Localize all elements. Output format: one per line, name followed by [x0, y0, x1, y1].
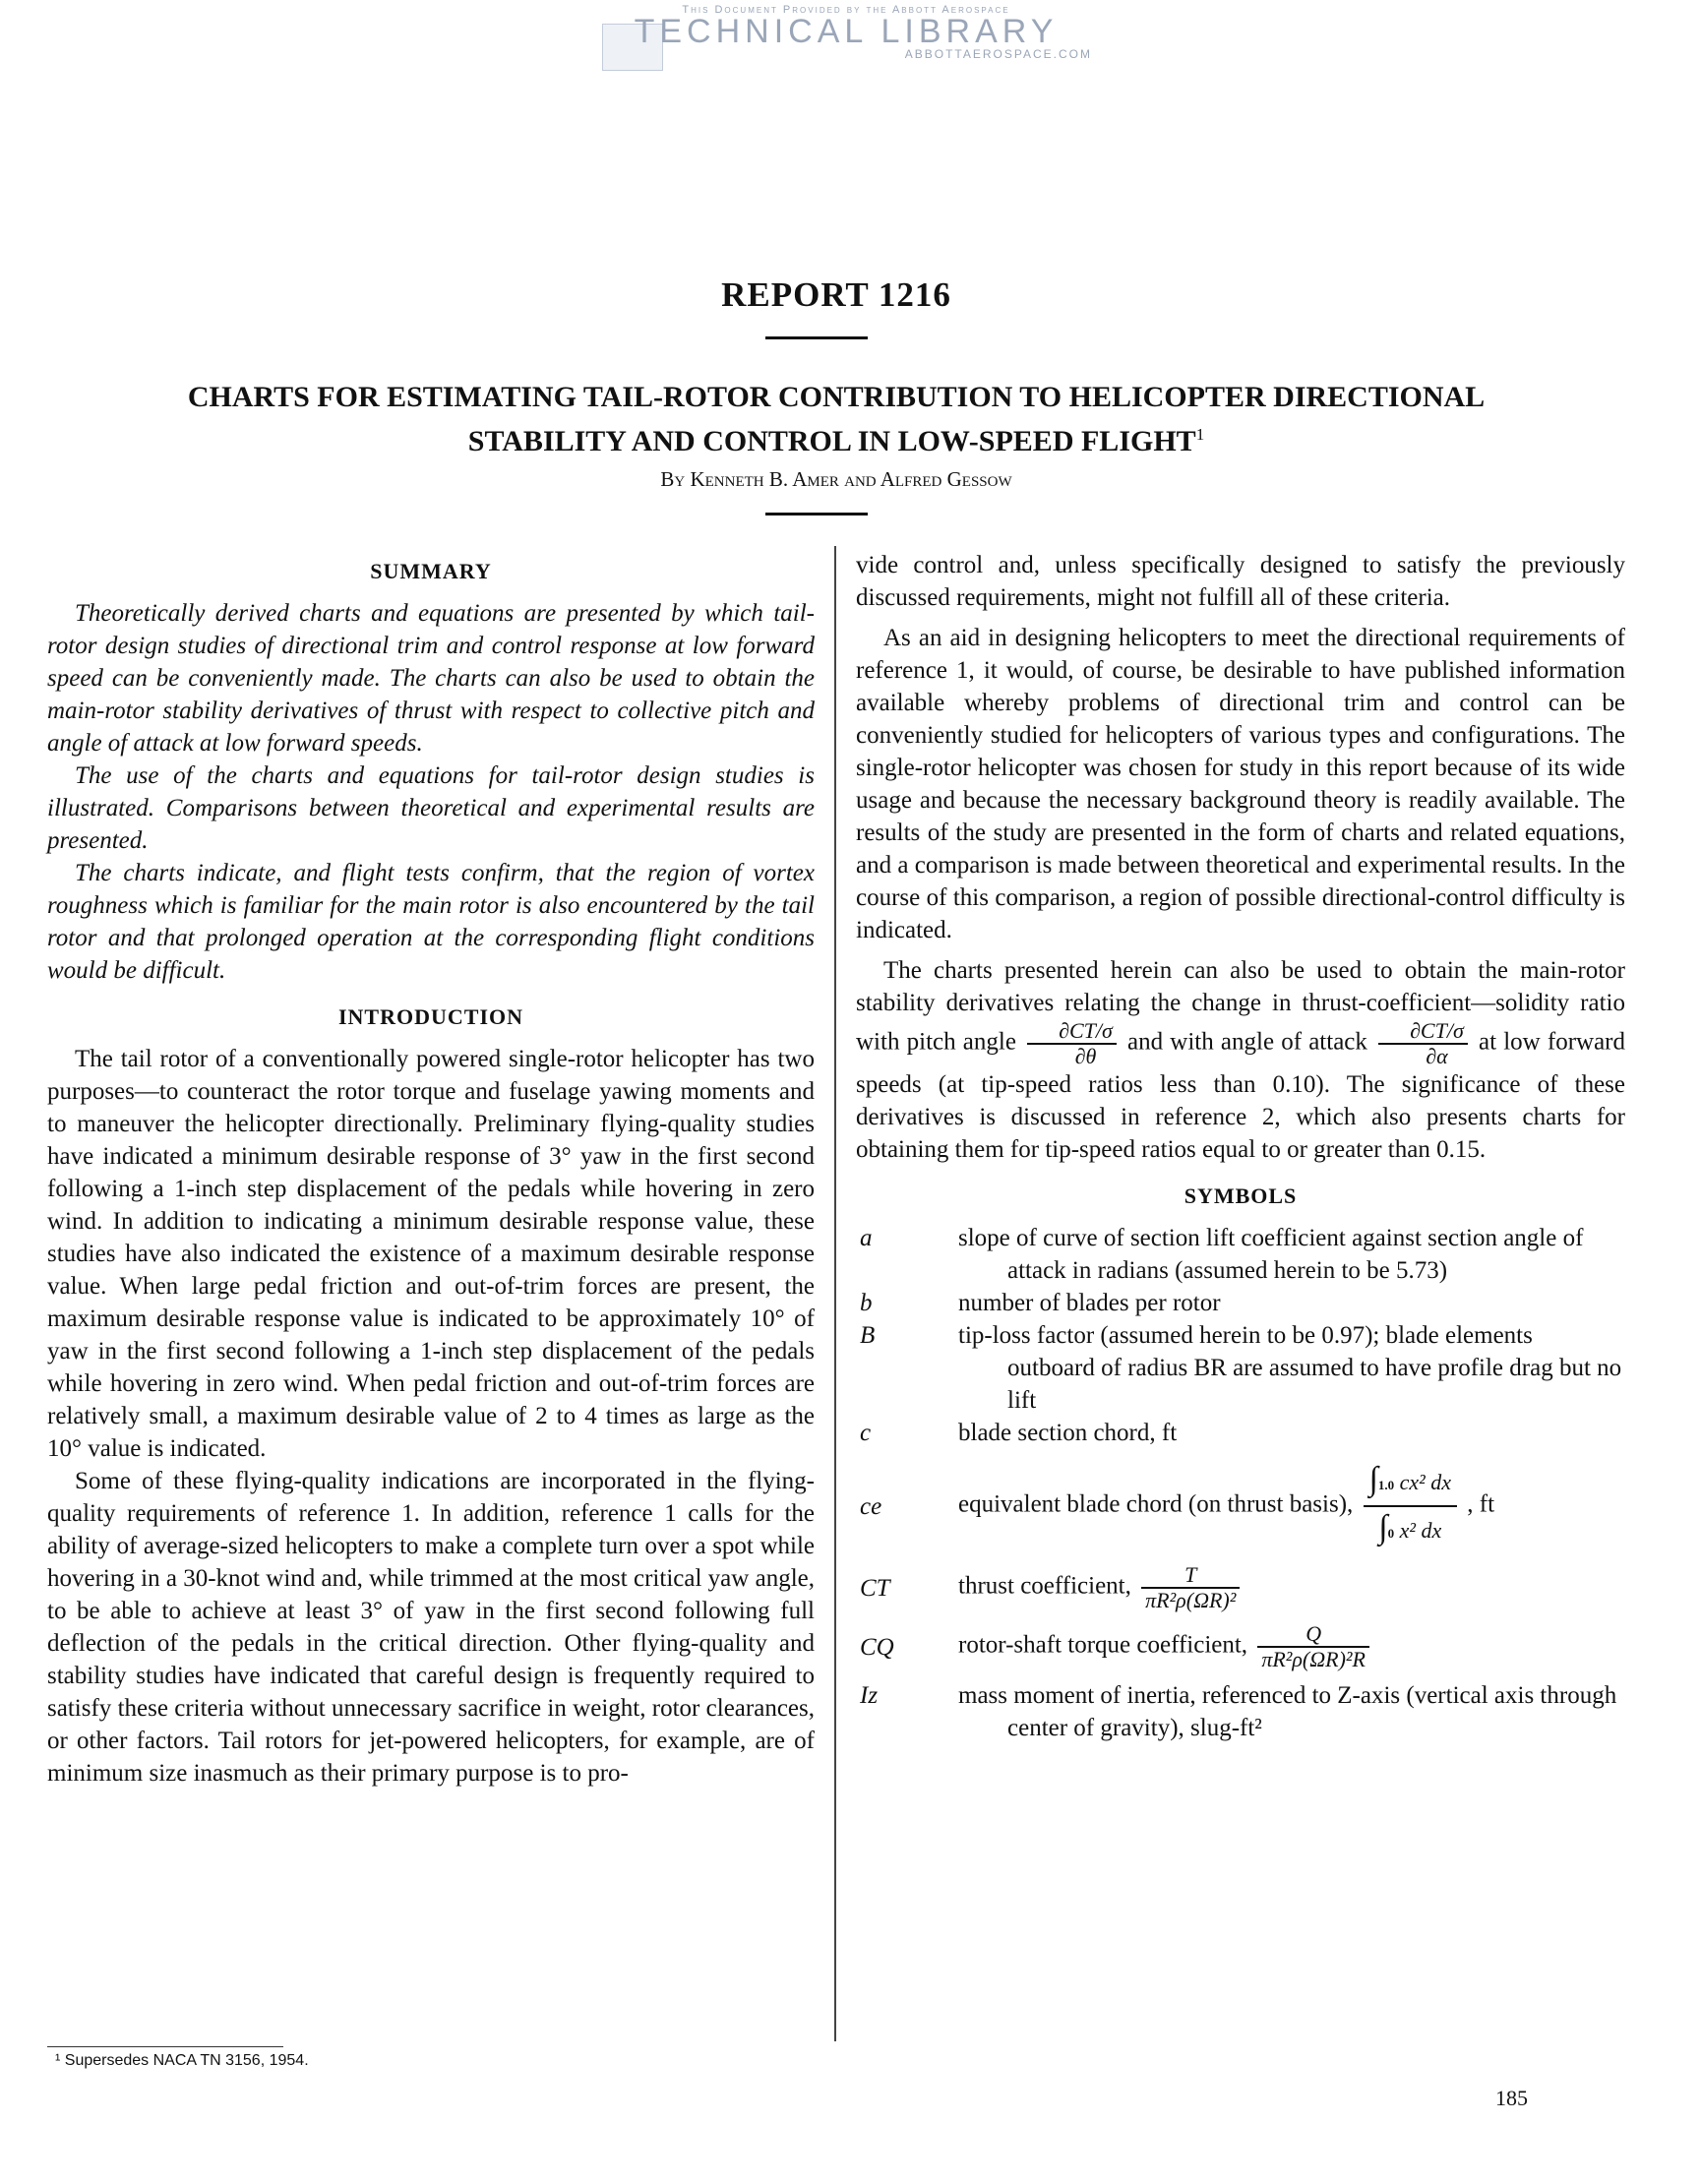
title-footnote-mark: 1 — [1195, 425, 1205, 444]
title-line-2: STABILITY AND CONTROL IN LOW-SPEED FLIGHT — [467, 425, 1196, 457]
symbol-entry — [856, 1287, 1625, 1319]
integral-upper-limit: 1.0 — [1377, 1478, 1395, 1492]
symbol-definition: tip-loss factor (assumed herein to be 0.97); blade elements outboard of radius BR are assumed to have profile drag but no lift — [958, 1322, 1622, 1414]
symbol: ce — [860, 1492, 882, 1520]
summary-paragraph: Theoretically derived charts and equations are presented by which tail-rotor design studies of directional trim and control response at low forward speed can be conveniently made. The charts can also be used to obtain the main-rotor stability derivatives of thrust with respect to collective pitch and angle of attack at low forward speeds. — [47, 600, 815, 757]
symbol-definition — [958, 1563, 1625, 1612]
ce-unit: , ft — [1467, 1490, 1495, 1518]
symbol-definition: mass moment of inertia, referenced to Z-axis (vertical axis through center of gravity), slug-ft² — [958, 1682, 1617, 1741]
summary-paragraph: The use of the charts and equations for tail-rotor design studies is illustrated. Comparisons between theoretical and experimental results are presented. — [47, 762, 815, 854]
introduction-heading: INTRODUCTION — [337, 1004, 524, 1029]
fraction-numerator: T — [1141, 1563, 1240, 1589]
cq-definition-text: rotor-shaft torque coefficient, — [958, 1631, 1248, 1659]
integral-sign-icon: ∫ — [1378, 1509, 1388, 1546]
fraction-numerator: ∂CT/σ — [1378, 1019, 1468, 1045]
fraction-denominator: πR²ρ(ΩR)²R — [1261, 1647, 1366, 1671]
introduction-paragraph: As an aid in designing helicopters to meet the directional requirements of reference 1, it would, of course, be desirable to have published information available whereby problems of directional trim and control can be conveniently studied for helicopters of various types and configurations. The single-rotor helicopter was chosen for study in this report because of its wide usage and because the necessary background theory is readily available. The results of the study are presented in the form of charts and related equations, and a comparison is made between theoretical and experimental results. In the course of this comparison, a region of possible directional-control difficulty is indicated. — [856, 625, 1625, 943]
column-divider — [834, 546, 836, 2041]
derivatives-text: at low forward speeds (at tip-speed ratios less than 0.10). The significance of these derivatives is discussed in reference 2, which also presents charts for obtaining them for tip-speed ratios equal to or greater than 0.15. — [856, 1028, 1625, 1163]
footnote: ¹ Supersedes NACA TN 3156, 1954. — [55, 2052, 309, 2069]
integral-sign-icon: ∫ — [1368, 1461, 1378, 1497]
torque-coefficient-fraction — [1257, 1622, 1369, 1671]
derivatives-paragraph — [856, 954, 1625, 1166]
introduction-paragraph: vide control and, unless specifically designed to satisfy the previously discussed requirements, might not fulfill all of these criteria. — [856, 552, 1625, 611]
integral-denominator-text: x² dx — [1399, 1518, 1442, 1543]
integral-numerator-text: cx² dx — [1399, 1470, 1452, 1494]
attack-derivative-fraction — [1378, 1019, 1468, 1068]
symbol-definition — [958, 1622, 1625, 1671]
symbol-entry-cq — [856, 1622, 1625, 1671]
fraction-numerator: Q — [1257, 1622, 1369, 1648]
title-line-1: CHARTS FOR ESTIMATING TAIL-ROTOR CONTRIBUTION TO HELICOPTER DIRECTIONAL — [187, 381, 1486, 413]
fraction-numerator: ∂CT/σ — [1027, 1019, 1117, 1045]
introduction-paragraph: The tail rotor of a conventionally powered single-rotor helicopter has two purposes—to counteract the rotor torque and fuselage yawing moments and to maneuver the helicopter directionally. Preliminary flying-quality studies have indicated a minimum desirable response of 3° yaw in the first second following a 1-inch step displacement of the pedals while hovering in zero wind. In addition to indicating a minimum desirable response value, these studies have also indicated the existence of a maximum desirable response value. When large pedal friction and out-of-trim forces are present, the maximum desirable response value is indicated to be approximately 10° of yaw in the first second following a 1-inch step displacement of the pedals while hovering in zero wind. When pedal friction and out-of-trim forces are relatively small, a maximum desirable value of 2 to 4 times as large as the 10° value is indicated. — [47, 1046, 815, 1462]
symbol: Iz — [860, 1682, 879, 1709]
fraction-denominator: πR²ρ(ΩR)² — [1145, 1588, 1237, 1612]
equivalent-chord-fraction — [1364, 1463, 1457, 1549]
symbol: b — [860, 1290, 873, 1316]
introduction-paragraph: Some of these flying-quality indications are incorporated in the flying-quality requirements of reference 1. In addition, reference 1 calls for the ability of average-sized helicopters to make a complete turn over a spot while hovering in a 30-knot wind and, while trimmed at the most critical yaw angle, to be able to achieve at least 3° of yaw in the first second following full deflection of the pedals in the critical direction. Other flying-quality and stability studies have indicated that careful design is frequently required to satisfy these criteria without unnecessary sacrifice in weight, rotor clearances, or other factors. Tail rotors for jet-powered helicopters, for example, are of minimum size inasmuch as their primary purpose is to pro- — [47, 1468, 815, 1787]
ce-definition-text: equivalent blade chord (on thrust basis), — [958, 1490, 1354, 1518]
derivatives-text: and with angle of attack — [1127, 1028, 1367, 1056]
integral-denominator — [1372, 1507, 1447, 1549]
integral-lower-limit: 0 — [1387, 1526, 1395, 1541]
symbol-definition: blade section chord, ft — [958, 1420, 1178, 1446]
symbol-entry-ce — [856, 1463, 1625, 1549]
symbol: CT — [860, 1574, 890, 1602]
report-number: REPORT 1216 — [721, 275, 951, 314]
symbols-heading: SYMBOLS — [1184, 1183, 1298, 1208]
derivatives-text: The charts presented herein can also be used to obtain the main-rotor stability derivatives relating the change in thrust-coefficient—solidity ratio with pitch angle — [856, 957, 1625, 1056]
symbol-entry — [856, 1222, 1625, 1287]
byline: By Kenneth B. Amer and Alfred Gessow — [660, 467, 1012, 491]
ct-definition-text: thrust coefficient, — [958, 1572, 1131, 1600]
page-number: 185 — [1495, 2086, 1528, 2110]
thrust-coefficient-fraction — [1141, 1563, 1240, 1612]
footnote-rule — [47, 2046, 283, 2047]
summary-paragraph: The charts indicate, and flight tests confirm, that the region of vortex roughness which is familiar for the main rotor is also encountered by the tail rotor and that prolonged operation at the corresponding flight conditions would be difficult. — [47, 860, 815, 984]
pitch-derivative-fraction — [1027, 1019, 1117, 1068]
symbol-definition — [958, 1463, 1625, 1549]
fraction-denominator: ∂α — [1426, 1044, 1448, 1068]
left-column — [47, 549, 815, 1790]
summary-heading: SUMMARY — [370, 559, 492, 583]
symbol-entry-ct — [856, 1563, 1625, 1612]
right-column — [856, 549, 1625, 1744]
report-rule — [765, 336, 868, 339]
paper-title — [39, 379, 1633, 460]
symbol: a — [860, 1225, 873, 1251]
symbol-entry-iz — [856, 1679, 1625, 1744]
symbol-definition: number of blades per rotor — [958, 1290, 1221, 1316]
symbol-entry — [856, 1319, 1625, 1417]
symbol: CQ — [860, 1633, 894, 1661]
fraction-denominator: ∂θ — [1074, 1044, 1097, 1068]
watermark-url: ABBOTTAEROSPACE.COM — [904, 47, 1092, 61]
symbol-entry — [856, 1417, 1625, 1449]
watermark-main: TECHNICAL LIBRARY — [634, 13, 1059, 50]
symbol-definition: slope of curve of section lift coefficient against section angle of attack in radians (assumed herein to be 5.73) — [958, 1225, 1584, 1284]
integral-numerator — [1364, 1463, 1457, 1507]
watermark-top: This Document Provided by the Abbott Aerospace — [682, 4, 1010, 16]
watermark — [590, 4, 1102, 61]
symbol: B — [860, 1322, 876, 1349]
byline-rule — [765, 513, 868, 516]
symbol: c — [860, 1420, 872, 1446]
